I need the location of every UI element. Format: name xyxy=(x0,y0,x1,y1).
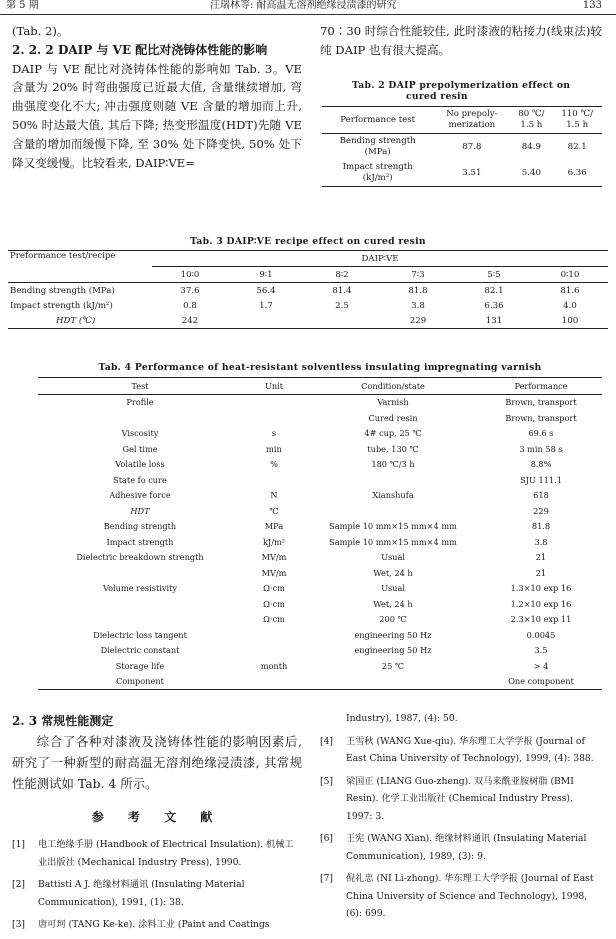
table-cell xyxy=(242,410,306,426)
reference-text: 唐可珂 (TANG Ke-ke). 涂料工业 (Paint and Coatings xyxy=(38,919,270,930)
table-cell: 3.51 xyxy=(462,167,482,178)
table-cell: Ω·cm xyxy=(263,598,285,609)
table-row xyxy=(38,519,602,535)
table-header-cell: 0∶10 xyxy=(560,269,580,280)
issue-label: 第 5 期 xyxy=(6,0,39,11)
table-cell: MV/m xyxy=(261,552,287,563)
table-cell: 81.4 xyxy=(332,285,352,296)
running-header xyxy=(0,0,616,15)
reference-number: [6] xyxy=(320,833,334,844)
table-row xyxy=(38,457,602,473)
table-row xyxy=(38,565,602,581)
table-header-cell: 5∶5 xyxy=(487,269,501,280)
table-cell: 3 min 58 s xyxy=(519,443,563,454)
table-cell: Gel time xyxy=(122,443,158,454)
table-cell xyxy=(304,313,380,329)
table-row xyxy=(38,596,602,612)
table-header-cell: 10∶0 xyxy=(180,269,200,280)
table-header-cell: 8∶2 xyxy=(335,269,349,280)
table-header-cell: Performance test xyxy=(340,114,416,125)
table-cell: 6.36 xyxy=(567,167,587,178)
table-cell: Wet, 24 h xyxy=(373,598,413,609)
table-header-cell: Preformance test/recipe xyxy=(10,251,116,261)
table-row xyxy=(38,643,602,659)
table-cell: Impact strength xyxy=(106,536,174,547)
table-row xyxy=(322,160,602,187)
paragraph-conclusion: 70∶30 时综合性能较佳, 此时漆液的粘接力(线束法)较纯 DAIP 也有很大提高。 xyxy=(320,24,602,57)
table-cell: kJ/m² xyxy=(262,536,286,547)
table-cell: min xyxy=(266,443,282,454)
table-cell: Usual xyxy=(381,583,405,594)
table-cell: 4# cup, 25 ℃ xyxy=(364,428,422,439)
table-cell: Ω·cm xyxy=(263,583,285,594)
table-row xyxy=(38,550,602,566)
table-cell xyxy=(242,674,306,690)
table-cell: Viscosity xyxy=(121,428,159,439)
table-2-caption-2: cured resin xyxy=(406,91,468,102)
table-cell: 1.7 xyxy=(259,300,273,311)
reference-text: 王宪 (WANG Xian). 绝缘材料通讯 (Insulating Material Communication), 1989, (3): 9. xyxy=(346,833,587,862)
table-2 xyxy=(322,106,602,187)
table-cell xyxy=(228,313,304,329)
left-column-text xyxy=(12,22,302,172)
table-cell: Profile xyxy=(126,397,154,408)
table-cell: month xyxy=(260,660,288,671)
table-cell: 6.36 xyxy=(484,300,504,311)
table-cell: Bending strength xyxy=(103,521,177,532)
reference-number: [5] xyxy=(320,775,334,787)
references-heading: 参 考 文 献 xyxy=(91,810,223,824)
references-right xyxy=(320,710,602,928)
table-header-group: DAIP∶VE xyxy=(152,251,608,267)
table-row xyxy=(38,441,602,457)
reference-text: 王雪秋 (WANG Xue-qiu). 华东理工大学学报 (Journal of East China University of Technology), 1999, (4): 388. xyxy=(346,735,594,764)
table-cell: 8.8% xyxy=(530,459,552,470)
table-cell: Volatile loss xyxy=(115,459,165,470)
table-header-cell: Test xyxy=(131,380,149,391)
table-cell xyxy=(306,472,480,488)
table-cell: 3.8 xyxy=(411,300,425,311)
references-left xyxy=(12,836,302,939)
reference-text: 倪礼忠 (NI Li-zhong). 华东理工大学学报 (Journal of East China University of Science and Technology), 1998, (6): 699. xyxy=(346,873,594,919)
table-cell: One component xyxy=(508,676,574,687)
table-row xyxy=(38,534,602,550)
table-cell: 180 ℃/3 h xyxy=(371,459,415,470)
table-cell xyxy=(38,565,242,581)
table-cell: 25 ℃ xyxy=(381,660,405,671)
table-2-block xyxy=(322,80,602,187)
table-cell xyxy=(242,472,306,488)
table-cell: 81.8 xyxy=(408,285,428,296)
table-cell: Volume resistivity xyxy=(102,583,178,594)
table-cell: 3.8 xyxy=(534,536,548,547)
table-4-body xyxy=(38,394,602,690)
table-3-caption: Tab. 3 DAIP∶VE recipe effect on cured resin xyxy=(190,236,426,247)
table-cell: 100 xyxy=(561,315,579,326)
table-row xyxy=(8,283,608,299)
table-cell: Dielectric loss tangent xyxy=(93,629,187,640)
table-cell xyxy=(38,596,242,612)
reference-item xyxy=(320,773,602,826)
table-cell: Varnish xyxy=(377,397,409,408)
table-cell: 3.5 xyxy=(534,645,548,656)
table-cell: 131 xyxy=(485,315,503,326)
table-4-caption: Tab. 4 Performance of heat-resistant solventless insulating impregnating varnish xyxy=(98,362,542,373)
table-row xyxy=(38,410,602,426)
table-cell: 0.0045 xyxy=(526,629,556,640)
table-cell: 229 xyxy=(409,315,427,326)
table-header-cell: 9∶1 xyxy=(259,269,273,280)
table-row xyxy=(322,134,602,161)
reference-number: [4] xyxy=(320,735,334,747)
table-cell: 82.1 xyxy=(567,141,587,152)
reference-continuation xyxy=(320,710,602,728)
table-cell: Component xyxy=(116,676,164,687)
reference-text: 梁国正 (LIANG Guo-zheng). 双马来酰亚胺树脂 (BMI Resin). 化学工业出版社 (Chemical Industry Press), 1997: 3. xyxy=(346,775,574,822)
table-header-row xyxy=(322,107,602,134)
table-cell: State fo cure xyxy=(113,474,167,485)
table-cell: HDT (℃) xyxy=(56,315,96,326)
table-row xyxy=(38,627,602,643)
table-row xyxy=(38,426,602,442)
table-cell: 0.8 xyxy=(183,300,197,311)
reference-text: 电工绝缘手册 (Handbook of Electrical Insulation). 机械工业出版社 (Mechanical Industry Press), 1990. xyxy=(38,839,294,868)
paragraph-2-3: 综合了各种对漆液及浇铸体性能的影响因素后, 研究了一种新型的耐高温无溶剂绝缘浸渍漆, 其常规性能测试如 Tab. 4 所示。 xyxy=(12,733,302,791)
table-cell: s xyxy=(271,428,277,439)
table-row xyxy=(38,612,602,628)
table-cell: Bending strength (MPa) xyxy=(10,285,115,296)
table-cell: 37.6 xyxy=(180,285,200,296)
paragraph-tab2-ref: (Tab. 2)。 xyxy=(12,24,69,38)
reference-number: [3] xyxy=(12,919,26,930)
table-cell: 229 xyxy=(533,505,549,516)
reference-number: [2] xyxy=(12,879,26,890)
table-cell: 81.6 xyxy=(560,285,580,296)
table-row xyxy=(38,488,602,504)
reference-item xyxy=(320,733,602,768)
table-header-cell: Unit xyxy=(264,380,284,391)
table-cell: 200 ℃ xyxy=(379,614,407,625)
table-header-cell: Condition/state xyxy=(361,380,425,391)
table-cell xyxy=(306,674,480,690)
table-cell: 2.5 xyxy=(335,300,349,311)
table-cell: 1.3×10 exp 16 xyxy=(510,583,572,594)
table-cell: 82.1 xyxy=(484,285,504,296)
table-cell: Dielectric constant xyxy=(100,645,180,656)
table-cell: 87.8 xyxy=(462,141,482,152)
table-row xyxy=(8,313,608,329)
table-cell: Impact strength (kJ/m²) xyxy=(10,300,113,311)
table-cell: engineering 50 Hz xyxy=(354,645,432,656)
table-row xyxy=(38,472,602,488)
reference-number: [1] xyxy=(12,839,26,850)
table-cell: MV/m xyxy=(261,567,287,578)
table-cell: 2.3×10 exp 11 xyxy=(510,614,572,625)
reference-item xyxy=(320,830,602,865)
table-cell: Cured resin xyxy=(368,412,418,423)
table-cell: Bending strength (MPa) xyxy=(339,136,416,157)
table-header-cell: 80 ℃/ 1.5 h xyxy=(518,109,545,130)
table-cell: 84.9 xyxy=(521,141,541,152)
table-cell: tube, 130 ℃ xyxy=(367,443,419,454)
table-3 xyxy=(8,250,608,329)
table-cell xyxy=(306,503,480,519)
table-4 xyxy=(38,377,602,690)
reference-number: [7] xyxy=(320,873,334,884)
table-cell: Xianshufa xyxy=(372,490,414,501)
table-cell xyxy=(242,643,306,659)
table-cell: 21 xyxy=(535,567,547,578)
table-cell: N xyxy=(270,490,278,501)
table-cell: 21 xyxy=(535,552,547,563)
table-cell: Brown, transport xyxy=(505,412,577,423)
table-cell: Wet, 24 h xyxy=(373,567,413,578)
table-cell: Adhesive force xyxy=(109,490,171,501)
table-cell: % xyxy=(270,459,278,470)
table-row xyxy=(38,394,602,410)
table-cell: Impact strength (kJ/m²) xyxy=(342,162,413,183)
reference-item xyxy=(12,876,302,911)
table-header-row xyxy=(38,378,602,395)
table-header-cell: 110 ℃/ 1.5 h xyxy=(561,109,593,130)
table-header-cell: No prepoly- merization xyxy=(446,109,498,130)
table-header-row xyxy=(8,251,608,267)
reference-item xyxy=(320,870,602,923)
table-cell: 56.4 xyxy=(256,285,276,296)
table-row xyxy=(38,674,602,690)
reference-text: Industry), 1987, (4): 50. xyxy=(346,713,458,724)
table-cell: 5.40 xyxy=(521,167,541,178)
table-cell: Storage life xyxy=(115,660,165,671)
table-cell: HDT xyxy=(130,505,150,516)
table-header-cell: Performance xyxy=(514,380,568,391)
table-cell: 81.8 xyxy=(531,521,551,532)
table-cell: Sample 10 mm×15 mm×4 mm xyxy=(329,521,457,532)
table-cell: 242 xyxy=(181,315,199,326)
table-cell xyxy=(242,627,306,643)
section-heading-2-3: 2. 3 常规性能测定 xyxy=(12,714,114,728)
table-cell: 1.2×10 exp 16 xyxy=(510,598,572,609)
table-cell: > 4 xyxy=(533,660,549,671)
running-title: 汪瑞林等: 耐高温无溶剂绝缘浸渍漆的研究 xyxy=(210,0,397,11)
page-number: 133 xyxy=(582,0,602,11)
table-cell: 618 xyxy=(533,490,549,501)
table-row xyxy=(8,298,608,313)
table-2-caption: Tab. 2 DAIP prepolymerization effect on xyxy=(352,80,571,91)
section-heading-2-2-2: 2. 2. 2 DAIP 与 VE 配比对浇铸体性能的影响 xyxy=(12,42,268,57)
table-cell: 4.0 xyxy=(563,300,577,311)
table-cell: SJU 111.1 xyxy=(520,474,562,485)
table-cell: Usual xyxy=(381,552,405,563)
table-cell: Brown, transport xyxy=(505,397,577,408)
reference-item xyxy=(12,836,302,871)
reference-text: Battisti A J. 绝缘材料通讯 (Insulating Material Communication), 1991, (1): 38. xyxy=(38,879,245,908)
table-cell: engineering 50 Hz xyxy=(354,629,432,640)
table-cell xyxy=(38,410,242,426)
table-header-cell: 7∶3 xyxy=(411,269,425,280)
table-cell xyxy=(242,394,306,410)
table-3-block xyxy=(8,236,608,329)
right-column-text xyxy=(320,22,602,60)
paragraph-dip-ve: DAIP 与 VE 配比对浇铸体性能的影响如 Tab. 3。VE 含量为 20% 时弯曲强度已近最大值, 含量继续增加, 弯曲强度变化不大; 冲击强度则随 VE 含量的增加而上升, 50% 时达最大值, 其后下降; 热变形温度(HDT)先随 VE 含量的增加而缓慢下降, 至 30% 处下降变快, 50% 处下降又变缓慢。比较看来, DAIP∶VE= xyxy=(12,61,302,170)
table-cell: 69.6 s xyxy=(528,428,554,439)
table-row xyxy=(38,658,602,674)
table-row xyxy=(38,503,602,519)
section-2-3 xyxy=(12,712,302,794)
table-cell xyxy=(38,612,242,628)
table-cell: Sample 10 mm×15 mm×4 mm xyxy=(329,536,457,547)
table-cell: Ω·cm xyxy=(263,614,285,625)
table-4-block xyxy=(38,362,602,690)
table-cell: Dielectric breakdown strength xyxy=(76,552,204,563)
table-cell: ℃ xyxy=(269,505,279,516)
table-row xyxy=(38,581,602,597)
table-cell: MPa xyxy=(264,521,284,532)
